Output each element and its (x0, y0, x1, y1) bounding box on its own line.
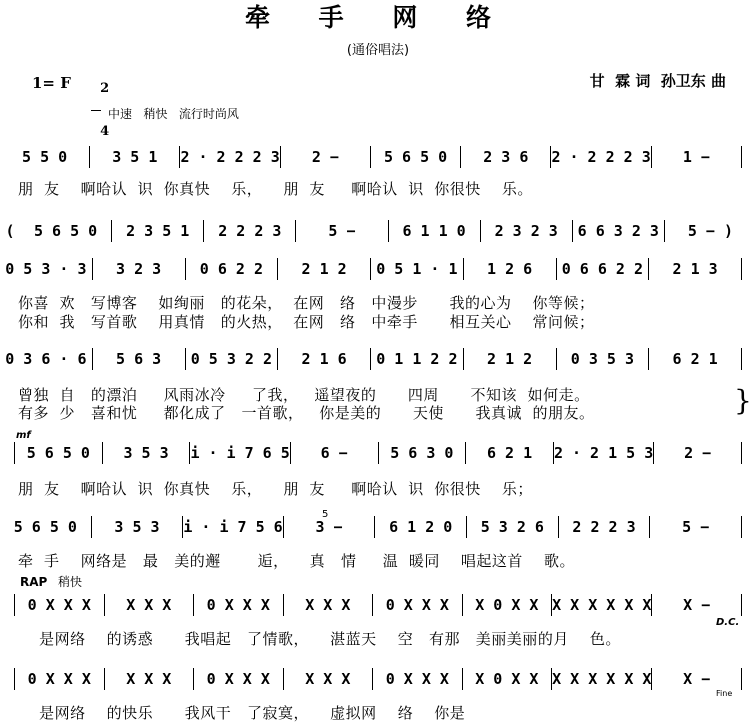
rap-tempo: 稍快 (58, 575, 83, 589)
open-paren: ( (5, 222, 15, 240)
lyrics-line-4b: 有多 少 喜和忧 都化成了 一首歌， 你是美的 天使 我真诚 的朋友。 (18, 404, 595, 422)
notation-line-7 (0, 594, 756, 616)
measure: 2 · 2 1 5 3 (553, 444, 654, 462)
measure: 2 3 2 3 (494, 222, 558, 240)
measure: 2 3 5 1 (126, 222, 190, 240)
measure: 0 X X X (206, 670, 270, 688)
measure: X − (683, 596, 711, 614)
measure: 0 5 1 · 1 (376, 260, 458, 278)
measure: 2 2 2 3 (572, 518, 636, 536)
measure: 3 5 3 (114, 518, 160, 536)
repeat-brace: } (734, 384, 752, 417)
measure: 6 2 1 (487, 444, 533, 462)
measure: 2 − (684, 444, 712, 462)
measure: 0 5 3 · 3 (5, 260, 87, 278)
measure: i · i 7 5 6 (183, 518, 283, 536)
time-signature (82, 68, 109, 153)
measure: 0 1 1 2 2 (376, 350, 458, 368)
measure: X 0 X X (475, 596, 539, 614)
time-signature-top: 2 (100, 81, 110, 96)
measure: 0 X X X (27, 670, 91, 688)
measure: 5 6 5 0 (384, 148, 448, 166)
measure: 2 · 2 2 2 3 (551, 148, 651, 166)
measure: 5 3 2 6 (480, 518, 544, 536)
measure: 0 X X X (385, 670, 449, 688)
measure: 2 1 2 (487, 350, 533, 368)
measure: 3 − (315, 518, 343, 536)
notation-line-2 (0, 220, 756, 242)
measure: 6 1 1 0 (402, 222, 466, 240)
measure: 5 6 5 0 (33, 222, 98, 240)
measure: 3 5 1 (112, 148, 158, 166)
measure: 0 3 5 3 (570, 350, 634, 368)
notation-line-3 (0, 258, 756, 280)
measure: 2 1 6 (301, 350, 347, 368)
measure: 2 · 2 2 2 3 (180, 148, 280, 166)
measure: X X X X X X (552, 670, 652, 688)
lyrics-line-5: 朋 友 啊哈认 识 你真快 乐， 朋 友 啊哈认 识 你很快 乐； (18, 480, 533, 498)
notation-line-8 (0, 668, 756, 690)
measure: X X X X X X (552, 596, 652, 614)
measure: 6 − (320, 444, 348, 462)
lyrics-line-7: 是网络 的诱惑 我唱起 了情歌， 湛蓝天 空 有那 美丽美丽的月 色。 (18, 630, 621, 648)
credits: 甘 霖 词 孙卫东 曲 (589, 72, 726, 90)
measure: 1 − (682, 148, 710, 166)
measure: X − (683, 670, 711, 688)
measure: 5 6 3 (116, 350, 162, 368)
measure: 6 6 3 2 3 (577, 222, 659, 240)
notation-line-4 (0, 348, 756, 370)
measure: 5 6 3 0 (390, 444, 454, 462)
lyrics-line-3b: 你和 我 写首歌 用真情 的火热， 在网 络 中牵手 相互关心 常问候； (18, 313, 595, 331)
lyrics-line-1: 朋 友 啊哈认 识 你真快 乐， 朋 友 啊哈认 识 你很快 乐。 (18, 180, 533, 198)
dc-marking: D.C. (716, 617, 740, 628)
measure: 5 − ) (687, 222, 734, 240)
lyrics-line-8: 是网络 的快乐 我风干 了寂寞， 虚拟网 络 你是 (18, 704, 466, 722)
measure: X X X (126, 670, 172, 688)
measure: 5 6 5 0 (13, 518, 77, 536)
tempo-marking: 中速 稍快 流行时尚风 (108, 107, 239, 121)
measure: 0 3 6 · 6 (5, 350, 87, 368)
time-signature-bottom: 4 (100, 124, 110, 139)
measure: 1 2 6 (487, 260, 533, 278)
time-signature-bar (91, 110, 101, 111)
rap-label: RAP (20, 575, 48, 589)
notation-line-6 (0, 516, 756, 538)
measure: 0 X X X (385, 596, 449, 614)
measure: X X X (305, 596, 351, 614)
notation-line-1 (0, 146, 756, 168)
measure: 0 5 3 2 2 (190, 350, 273, 368)
measure: X X X (305, 670, 351, 688)
measure: 5 6 5 0 (26, 444, 90, 462)
measure: 0 X X X (206, 596, 270, 614)
lyrics-line-6: 牵 手 网络是 最 美的邂 逅， 真 情 温 暖同 唱起这首 歌。 (18, 552, 575, 570)
measure: 5 − (328, 222, 356, 240)
key-signature: 1= F (32, 74, 71, 92)
measure: 0 6 6 2 2 (561, 260, 644, 278)
measure: X X X (126, 596, 172, 614)
song-subtitle: (通俗唱法) (346, 43, 410, 58)
measure: i · i 7 6 5 (190, 444, 290, 462)
measure: 5 − (682, 518, 710, 536)
measure: 2 1 3 (672, 260, 718, 278)
measure: 5 5 0 (22, 148, 68, 166)
dynamic-marking: mf (16, 430, 31, 441)
measure: 6 2 1 (672, 350, 718, 368)
measure: 6 1 2 0 (389, 518, 453, 536)
lyrics-line-3a: 你喜 欢 写博客 如绚丽 的花朵， 在网 络 中漫步 我的心为 你等候； (18, 294, 595, 312)
measure: X 0 X X (475, 670, 539, 688)
notation-line-5 (0, 442, 756, 464)
measure: 3 5 3 (123, 444, 169, 462)
song-title: 牵 手 网 络 (244, 3, 512, 32)
lyrics-line-4a: 曾独 自 的漂泊 风雨冰冷 了我， 遥望夜的 四周 不知该 如何走。 (18, 386, 590, 404)
measure: 3 2 3 (116, 260, 162, 278)
measure: 2 2 2 3 (218, 222, 282, 240)
measure: 0 6 2 2 (199, 260, 263, 278)
measure: 2 3 6 (483, 148, 529, 166)
measure: 2 − (311, 148, 339, 166)
measure: 2 1 2 (301, 260, 347, 278)
measure: 0 X X X (27, 596, 91, 614)
grace-note: 5 (322, 509, 329, 520)
fine-marking: Fine (716, 689, 733, 698)
